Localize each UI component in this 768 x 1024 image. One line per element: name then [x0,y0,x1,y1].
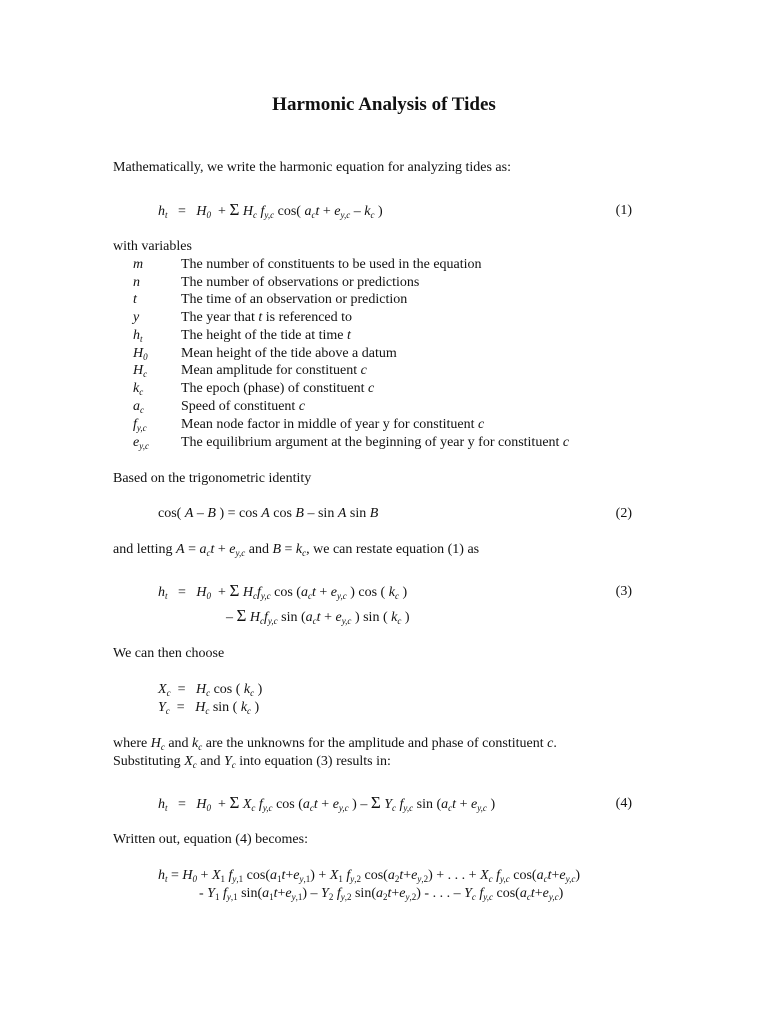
variable-symbol: n [133,275,140,290]
variable-description: The height of the tide at time t [181,328,351,343]
equation-3-line-1: $h_t = H_0 + \Sigma$ $H_cf_{y,c}$ $\cos (a_ct + e_{y,c}$ ) cos ( $k_c$ ) [158,581,408,601]
xc-definition: $X_c = H_c$ cos ( $k_c$ ) [158,682,263,698]
variable-description: The number of observations or predictions [181,275,420,290]
variable-description: The time of an observation or prediction [181,292,408,307]
variable-symbol: $e_{y,c}$ [133,435,149,451]
variable-symbol: $f_{y,c}$ [133,417,147,433]
page-title: Harmonic Analysis of Tides [272,94,496,115]
variable-description: The epoch (phase) of constituent c [181,381,375,396]
variable-symbol: $H_c$ [133,363,148,379]
identity-intro: Based on the trigonometric identity [113,471,312,486]
equation-4-number: (4) [615,796,632,811]
equation-3-number: (3) [615,584,632,599]
variable-symbol: t [133,292,137,307]
equation-2-number: (2) [615,506,632,521]
variable-symbol: $k_c$ [133,381,144,397]
variable-description: The year that t is referenced to [181,310,353,325]
variable-symbol: $a_c$ [133,399,144,415]
expanded-equation-line-2: - $Y_1$ $f_{y,1}$ $\sin(a_1t+e_{y,1}) - Y_2$ $f_{y,2}$ $\sin(a_2t+e_{y,2})$ - . . . – $Y_c$ $f_{y,c}$ $\cos(a_ct+e_{y,c})$ [199,886,564,902]
variable-description: Mean height of the tide above a datum [181,346,397,361]
variable-symbol: $h_t$ [133,328,143,344]
intro-text: Mathematically, we write the harmonic equation for analyzing tides as: [113,160,511,175]
with-variables-label: with variables [113,239,192,254]
equation-2: cos( A – B ) = cos A cos B – sin A sin B [158,506,379,521]
where-text: where $H_c$ and $k_c$ are the unknowns for the amplitude and phase of constituent c. [113,736,557,752]
variable-description: The number of constituents to be used in the equation [181,257,482,272]
written-out-text: Written out, equation (4) becomes: [113,832,308,847]
substituting-text: Substituting $X_c$ and $Y_c$ into equation (3) results in: [113,754,391,770]
expanded-equation-line-1: $h_t = H_0 + X_1$ $f_{y,1}$ $\cos(a_1t+e_{y,1}) + X_1$ $f_{y,2}$ $\cos(a_2t+e_{y,2})$ + . . . + $X_c$ $f_{y,c}$ $\cos(a_ct+e_{y,c})$ [158,868,581,884]
equation-1-number: (1) [615,203,632,218]
equation-3-line-2: – Σ $H_cf_{y,c}$ $\sin (a_ct + e_{y,c}$ ) sin ( $k_c$ ) [226,606,410,626]
variable-description: Speed of constituent c [181,399,306,414]
letting-text: and letting $A = a_ct + e_{y,c}$ and $B = k_c$, we can restate equation (1) as [113,542,480,558]
variable-symbol: m [133,257,144,272]
equation-1: $h_t = H_0 + \Sigma$ $H_c$ $f_{y,c}$ cos( $a_ct + e_{y,c} - k_c$ ) [158,200,383,220]
equation-4: $h_t = H_0 + \Sigma$ $X_c$ $f_{y,c}$ $\cos (a_ct + e_{y,c}$ ) – Σ $Y_c$ $f_{y,c}$ $\sin (a_ct + e_{y,c}$ ) [158,793,496,813]
yc-definition: $Y_c = H_c$ sin ( $k_c$ ) [158,700,260,716]
variable-description: Mean amplitude for constituent c [181,363,367,378]
choose-text: We can then choose [113,646,225,661]
variable-description: Mean node factor in middle of year y for constituent c [181,417,485,432]
variable-symbol: y [133,310,140,325]
variable-description: The equilibrium argument at the beginning of year y for constituent c [181,435,570,450]
variable-symbol: $H_0$ [133,346,148,362]
